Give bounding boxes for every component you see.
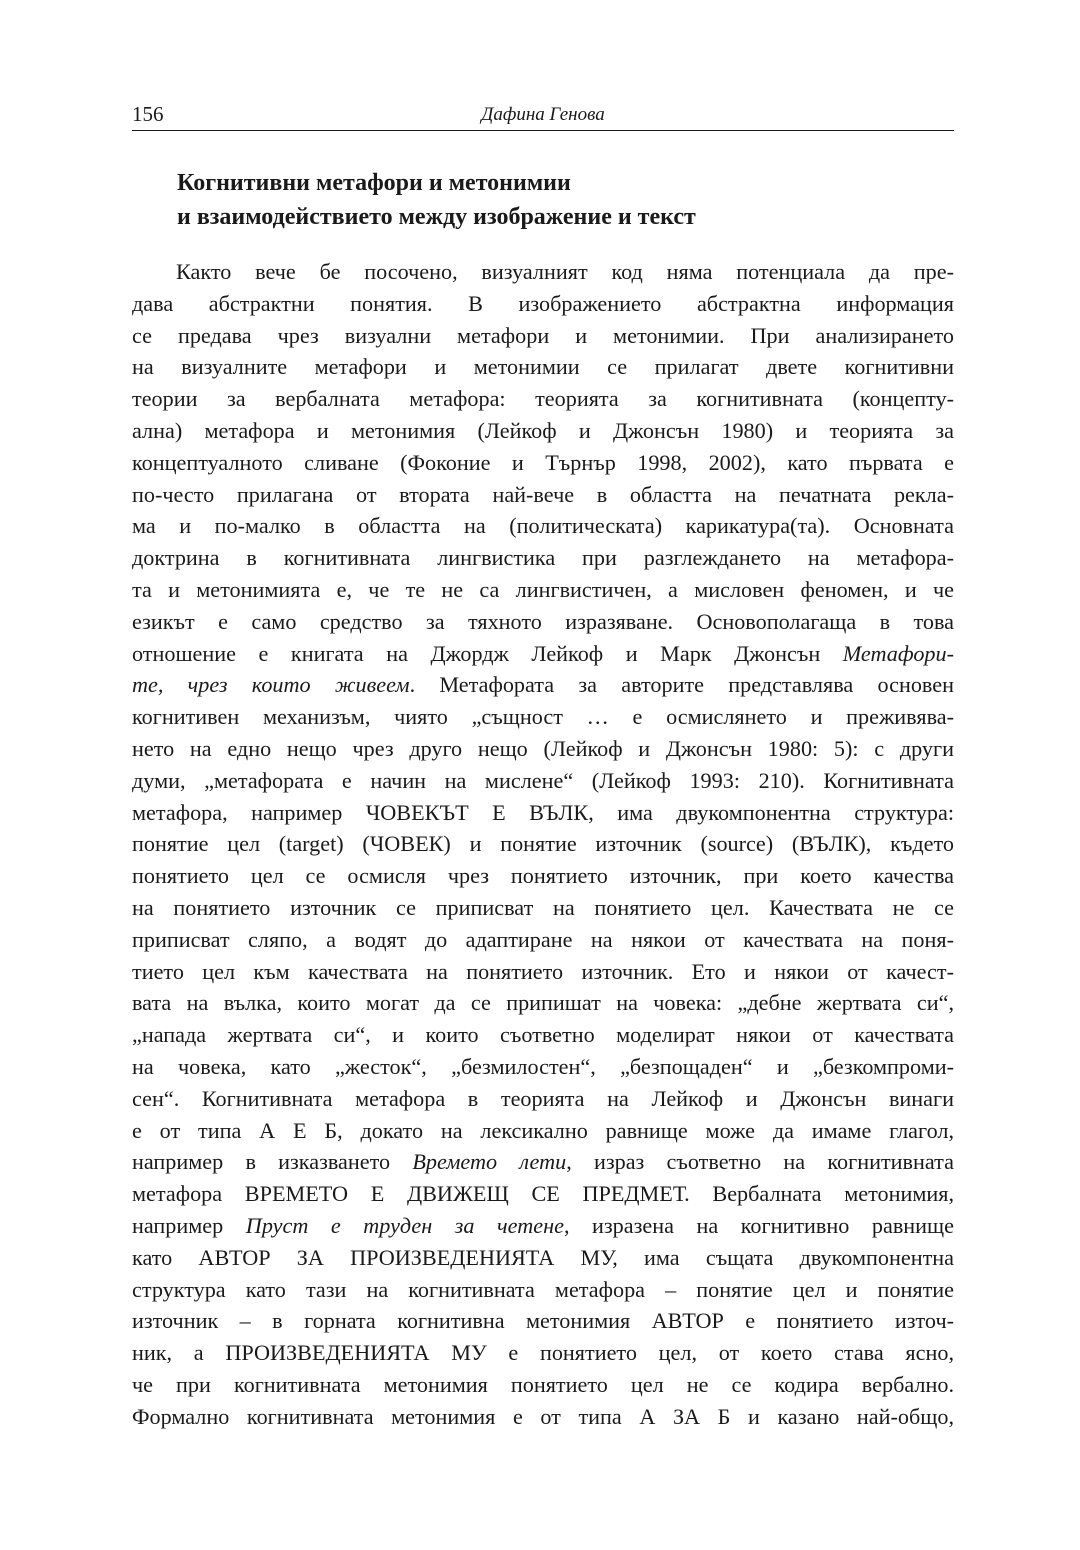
- section-heading-line: Когнитивни метафори и метонимии: [177, 170, 571, 196]
- text-line: езикът е само средство за тяхното изразяване. Основополагаща в това: [132, 608, 954, 634]
- text-line: [132, 1146, 954, 1178]
- text-line: вата на вълка, които могат да се припишат на човека: „дебне жертвата си“,: [132, 990, 954, 1016]
- text-run: , изразена на когнитивно равнище: [563, 1212, 954, 1238]
- text-line: сен“. Когнитивната метафора в теорията на Лейкоф и Джонсън винаги: [132, 1085, 954, 1111]
- text-line: концептуалното сливане (Фоконие и Търнър 1998, 2002), като първата е: [132, 449, 954, 475]
- section-heading-line: и взаимодействието между изображение и текст: [177, 204, 696, 230]
- text-line: приписват сляпо, а водят до адаптиране на някои от качествата на поня-: [132, 926, 954, 952]
- text-line: по-често прилагана от втората най-вече в областта на печатната рекла-: [132, 481, 954, 507]
- text-line: се предава чрез визуални метафори и метонимии. При анализирането: [132, 322, 954, 348]
- text-line: [132, 638, 954, 670]
- example-phrase: Пруст е труден за четене: [245, 1212, 564, 1238]
- text-line: „напада жертвата си“, и които съответно моделират някои от качествата: [132, 1022, 954, 1048]
- text-run: отношение е книгата на Джордж Лейкоф и Марк Джонсън: [132, 640, 843, 666]
- book-title: те, чрез които живеем: [132, 672, 410, 698]
- text-line: като АВТОР ЗА ПРОИЗВЕДЕНИЯТА МУ, има същата двукомпонентна: [132, 1244, 954, 1270]
- text-line: теории за вербалната метафора: теорията за когнитивната (концепту-: [132, 386, 954, 412]
- text-line: понятието цел се осмисля чрез понятието източник, при което качества: [132, 863, 954, 889]
- text-line: ална) метафора и метонимия (Лейкоф и Джонсън 1980) и теорията за: [132, 417, 954, 443]
- text-line: та и метонимията е, че те не са лингвистичен, а мисловен феномен, и че: [132, 576, 954, 602]
- text-line: на визуалните метафори и метонимии се прилагат двете когнитивни: [132, 354, 954, 380]
- text-line: на понятието източник се приписват на понятието цел. Качествата не се: [132, 894, 954, 920]
- text-line: дава абстрактни понятия. В изображението абстрактна информация: [132, 290, 954, 316]
- text-line: доктрина в когнитивната лингвистика при разглеждането на метафора-: [132, 545, 954, 571]
- book-title: Метафори-: [842, 640, 954, 666]
- text-run: например в изказването: [132, 1149, 413, 1175]
- section-heading: [177, 166, 937, 234]
- text-line: думи, „метафората е начин на мислене“ (Лейкоф 1993: 210). Когнитивната: [132, 767, 954, 793]
- text-line: че при когнитивната метонимия понятието цел не се кодира вербално.: [132, 1371, 954, 1397]
- text-line: тието цел към качествата на понятието източник. Ето и някои от качест-: [132, 958, 954, 984]
- running-author: Дафина Генова: [481, 104, 605, 125]
- text-line: на човека, като „жесток“, „безмилостен“, „безпощаден“ и „безкомпроми-: [132, 1053, 954, 1079]
- text-line: Както вече бе посочено, визуалният код няма потенциала да пре-: [176, 259, 954, 284]
- text-line: нето на едно нещо чрез друго нещо (Лейкоф и Джонсън 1980: 5): с други: [132, 735, 954, 761]
- text-line: понятие цел (target) (ЧОВЕК) и понятие източник (source) (ВЪЛК), където: [132, 831, 954, 857]
- text-line: когнитивен механизъм, чиято „същност … е осмислянето и преживява-: [132, 704, 954, 730]
- example-phrase: Времето лети: [412, 1149, 567, 1175]
- text-line: метафора ВРЕМЕТО Е ДВИЖЕЩ СЕ ПРЕДМЕТ. Вербалната метонимия,: [132, 1181, 954, 1207]
- text-line: [132, 669, 954, 701]
- text-run: . Метафората за авторите представлява основен: [409, 672, 954, 698]
- text-line: [132, 1210, 954, 1242]
- text-line: ма и по-малко в областта на (политическата) карикатура(та). Основната: [132, 513, 954, 539]
- page-number: 156: [132, 102, 164, 126]
- running-head: [132, 100, 954, 131]
- text-line: структура като тази на когнитивната метафора – понятие цел и понятие: [132, 1276, 954, 1302]
- text-line: Формално когнитивната метонимия е от типа А ЗА Б и казано най-общо,: [132, 1403, 954, 1429]
- text-line: ник, а ПРОИЗВЕДЕНИЯТА МУ е понятието цел, от което става ясно,: [132, 1340, 954, 1366]
- text-run: , израз съответно на когнитивната: [566, 1149, 954, 1175]
- text-line: е от типа А Е Б, докато на лексикално равнище може да имаме глагол,: [132, 1117, 954, 1143]
- text-line: метафора, например ЧОВЕКЪТ Е ВЪЛК, има двукомпонентна структура:: [132, 799, 954, 825]
- body-paragraph: [132, 256, 954, 1432]
- text-run: например: [132, 1212, 246, 1238]
- text-line: източник – в горната когнитивна метонимия АВТОР е понятието източ-: [132, 1308, 954, 1334]
